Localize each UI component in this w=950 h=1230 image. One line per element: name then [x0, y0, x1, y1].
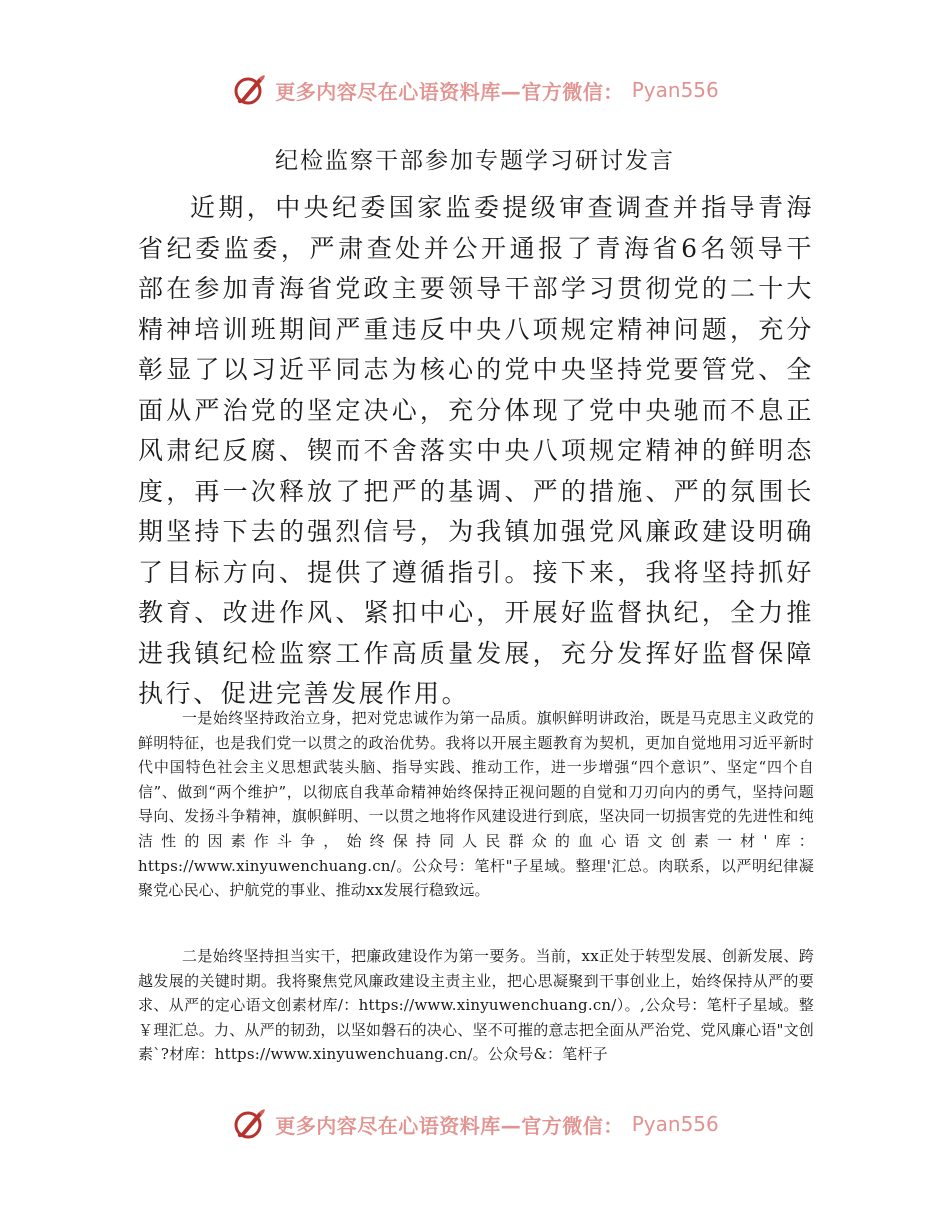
bottom-watermark-banner — [0, 1106, 950, 1142]
quill-logo-icon — [231, 72, 267, 108]
banner-text: 更多内容尽在心语资料库—官方微信： — [275, 79, 624, 104]
banner-wechat-id: Pyan556 — [631, 78, 719, 102]
lead-paragraph: 近期，中央纪委国家监委提级审查调查并指导青海省纪委监委，严肃查处并公开通报了青海省6名领导干部在参加青海省党政主要领导干部学习贯彻党的二十大精神培训班期间严重违反中央八项规定精神问题，充分彰显了以习近平同志为核心的党中央坚持党要管党、全面从严治党的坚定决心，充分体现了党中央驰而不息正风肃纪反腐、锲而不舍落实中央八项规定精神的鲜明态度，再一次释放了把严的基调、严的措施、严的氛围长期坚持下去的强烈信号，为我镇加强党风廉政建设明确了目标方向、提供了遵循指引。接下来，我将坚持抓好教育、改进作风、紧扣中心，开展好监督执纪，全力推进我镇纪检监察工作高质量发展，充分发挥好监督保障执行、促进完善发展作用。 — [138, 193, 814, 708]
banner-wechat-id: Pyan556 — [631, 1112, 719, 1136]
quill-logo-icon — [231, 1106, 267, 1142]
document-title: 纪检监察干部参加专题学习研讨发言 — [275, 148, 675, 174]
body-paragraph-1: 一是始终坚持政治立身，把对党忠诚作为第一品质。旗帜鲜明讲政治，既是马克思主义政党的鲜明特征，也是我们党一以贯之的政治优势。我将以开展主题教育为契机，更加自觉地用习近平新时代中国特色社会主义思想武装头脑、指导实践、推动工作，进一步增强“四个意识”、坚定“四个自信”、做到“两个维护”，以彻底自我革命精神始终保持正视问题的自觉和刀刃向内的勇气，坚持问题导向、发扬斗争精神，旗帜鲜明、一以贯之地将作风建设进行到底，坚决同一切损害党的先进性和纯洁性的因素作斗争，始终保持同人民群众的血心语文创素一材'库：https://www.xinyuwenchuang.cn/。公众号：笔杆"子星域。整理'汇总。肉联系，以严明纪律凝聚党心民心、护航党的事业、推动xx发展行稳致远。 — [138, 709, 814, 900]
top-watermark-banner — [0, 72, 950, 108]
body-paragraph-2: 二是始终坚持担当实干，把廉政建设作为第一要务。当前，xx正处于转型发展、创新发展、跨越发展的关键时期。我将聚焦党风廉政建设主责主业，把心思凝聚到干事创业上，始终保持从严的要求、从严的定心语文创素材库/：https://www.xinyuwenchuang.cn/）。,公众号：笔杆子星域。整￥理汇总。力、从严的韧劲，以坚如磐石的决心、坚不可摧的意志把全面从严治党、党风廉心语"文创素`?材库：https://www.xinyuwenchuang.cn/。公众号&：笔杆子 — [138, 947, 814, 1064]
banner-text: 更多内容尽在心语资料库—官方微信： — [275, 1113, 624, 1138]
